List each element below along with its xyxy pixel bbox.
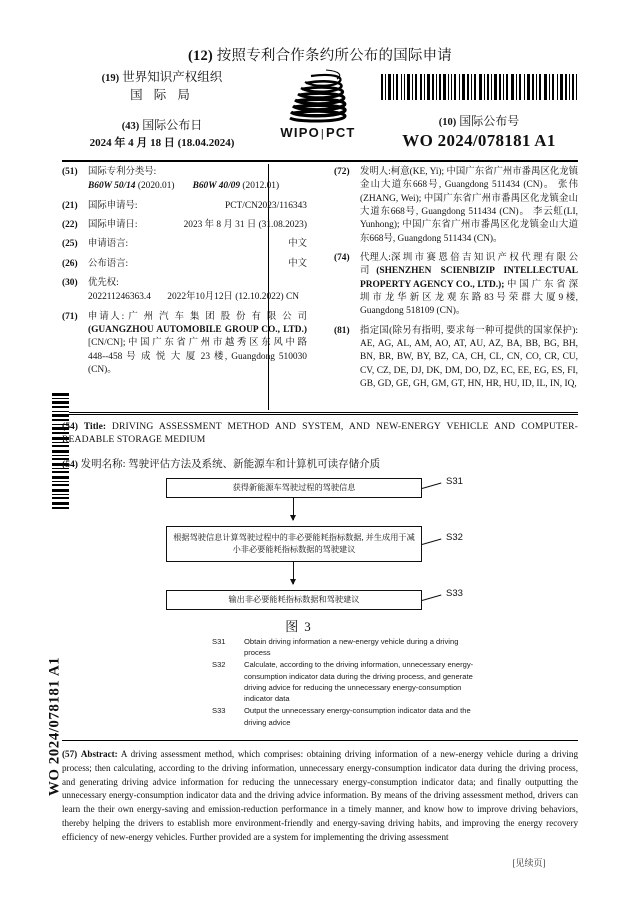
- biblio-left-column: [62, 166, 307, 383]
- figure-caption-prefix: 图: [285, 619, 305, 634]
- biblio-right-column: [334, 166, 578, 398]
- invention-title-block: [62, 420, 578, 471]
- header-organization-block: [62, 68, 262, 152]
- applicant-nationality: [CN/CN];: [88, 338, 126, 349]
- step-legend-s31: [212, 636, 482, 658]
- divider-top: [62, 160, 578, 162]
- wipo-separator: |: [320, 128, 325, 140]
- document-header: [62, 44, 578, 156]
- flowchart-label-s31: S31: [446, 476, 463, 487]
- publication-number-label-row: [380, 112, 578, 129]
- filing-date-value: 2023 年 8 月 31 日 (31.08.2023): [183, 220, 307, 231]
- inid-code-43: (43): [121, 121, 140, 133]
- application-number-label: 国际申请号:: [88, 200, 138, 211]
- filing-date-label: 国际申请日:: [88, 220, 138, 231]
- bibliographic-data: [62, 166, 578, 408]
- inid-code-12: (12): [188, 48, 213, 64]
- inid-code-81: (81): [334, 325, 350, 336]
- step-legend-s31-id: S31: [212, 637, 226, 646]
- applicant-label: 申请人:: [88, 311, 125, 322]
- title-text-zh: 驾驶评估方法及系统、新能源车和计算机可读存储介质: [128, 458, 381, 470]
- field-21-application-number: [62, 200, 307, 213]
- flowchart-box-s33-text: 输出非必要能耗指标数据和驾驶建议: [228, 594, 360, 604]
- side-publication-number: WO 2024/078181 A1: [46, 656, 63, 797]
- organization-bureau: 国 际 局: [130, 88, 194, 103]
- designated-states-label: 指定国(除另有指明, 要求每一种可提供的国家保护):: [360, 325, 578, 336]
- divider-biblio-bottom-2: [62, 414, 578, 415]
- flowchart-box-s31: [166, 478, 422, 498]
- agent-address: 中 国 广 东 省 深 圳 市 龙 华 新 区 龙 观 东 路 83 号 荣 群 大 厦 9 楼, Guangdong 518109 (CN)。: [360, 279, 578, 317]
- priority-label: 优先权:: [88, 278, 119, 289]
- field-51-ipc: [62, 166, 307, 194]
- step-legend-s32-id: S32: [212, 660, 226, 670]
- header-kind-of-document: [62, 44, 578, 65]
- continued-notice: [见续页]: [512, 858, 546, 868]
- figure-step-legend: [212, 636, 482, 729]
- inid-code-71: (71): [62, 311, 78, 322]
- wipo-text: WIPO: [280, 125, 320, 140]
- publication-number-value: WO 2024/078181 A1: [402, 131, 556, 150]
- applicant-name-zh: 广 州 汽 车 集 团 股 份 有 限 公 司: [128, 311, 308, 322]
- abstract-label: Abstract:: [80, 749, 118, 759]
- field-74-agent: [334, 252, 578, 319]
- field-26-publication-language: [62, 258, 307, 271]
- step-legend-s33-text: Output the unnecessary energy-consumption indicator data and the driving advice: [244, 706, 471, 727]
- priority-number: 202211246363.4: [88, 292, 151, 303]
- agent-name-zh: 深 圳 市 赛 恩 倍 吉 知 识 产 权 代 理 有 限 公司: [360, 253, 578, 277]
- publication-date-value: 2024 年 4 月 18 日 (18.04.2024): [89, 136, 235, 149]
- inid-code-57: (57): [62, 749, 78, 759]
- inid-code-26: (26): [62, 258, 78, 269]
- inventor-3: 李云虹(LI, Yunhong); 中国广东省广州市番禺区化龙镇金山大道东668号, Guangdong 511434 (CN)。: [360, 207, 578, 244]
- filing-language-value: 中文: [288, 239, 307, 250]
- figure-caption-number: 3: [304, 619, 311, 634]
- wipo-wordmark: [258, 125, 378, 140]
- inventor-1: 柯意(KE, Yi); 中国广东省广州市番禺区化龙镇金山大道东668号, Guangdong 511434 (CN)。: [360, 167, 579, 191]
- field-71-applicant: [62, 311, 307, 378]
- publication-date-label: 国际公布日: [142, 118, 203, 133]
- flowchart-leader-3: [422, 595, 442, 601]
- abstract-text: A driving assessment method, which comprises: obtaining driving information of a new-energy vehicle during a driving process; then calculating, according to the driving information, unnecessary energy-consumption indicator data during the driving process, and generating driving advice information for reducing the unnecessary energy-consumption indicator data; and finally outputting the unnecessary energy-consumption indicator data and the driving advice information. By means of the driving assessment method, drivers can learn the their own energy-saving and emission-reduction performance in a timely manner, and know how to improve driving behaviors, thereby helping the drivers to establish more environment-friendly and energy-saving driving habits, and improving the energy recovery efficiency of new-energy vehicles. Further provided are a system for implementing the driving assessment: [62, 749, 578, 842]
- inventor-2: 张伟(ZHANG, Wei); 中国广东省广州市番禺区化龙镇金山大道东668号, Guangdong 511434 (CN)。: [360, 180, 578, 218]
- step-legend-s33-id: S33: [212, 706, 226, 716]
- filing-language-label: 申请语言:: [88, 239, 129, 250]
- flowchart-box-s32: [166, 526, 422, 562]
- inid-code-19: (19): [101, 73, 120, 84]
- step-legend-s32: [212, 659, 482, 704]
- flowchart-arrow-1: [293, 498, 294, 520]
- inid-code-54-en: (54): [62, 421, 78, 432]
- flowchart-box-s31-text: 获得新能源车驾驶过程的驾驶信息: [232, 482, 356, 492]
- ipc-symbol-1: B60W 50/14 (2020.01): [88, 181, 175, 192]
- field-25-filing-language: [62, 238, 307, 251]
- title-text-en: DRIVING ASSESSMENT METHOD AND SYSTEM, AND NEW-ENERGY VEHICLE AND COMPUTER-READABLE STORAGE MEDIUM: [62, 421, 578, 446]
- step-legend-s32-text: Calculate, according to the driving information, unnecessary energy-consumption indicator data during the driving process, and generate driving advice for reducing the unnecessary energy-consumption indicator data: [244, 660, 474, 704]
- flowchart-leader-1: [422, 483, 442, 489]
- publication-language-label: 公布语言:: [88, 258, 129, 269]
- header-organization: [62, 68, 262, 104]
- flowchart-arrow-2: [293, 562, 294, 584]
- organization-name: 世界知识产权组织: [122, 70, 223, 84]
- applicant-name-en: (GUANGZHOU AUTOMOBILE GROUP CO., LTD.): [88, 325, 307, 336]
- divider-biblio-bottom: [62, 412, 578, 413]
- wipo-globe-icon: [281, 68, 355, 124]
- field-81-designated-states: [334, 325, 578, 392]
- title-label-en: Title:: [83, 421, 107, 432]
- agent-name-en: (SHENZHEN SCIENBIZIP INTELLECTUAL PROPERTY AGENCY CO., LTD.);: [360, 266, 578, 290]
- step-legend-s33: [212, 705, 482, 727]
- inid-code-74: (74): [334, 253, 350, 264]
- ipc-label: 国际专利分类号:: [88, 167, 157, 177]
- pct-text: PCT: [325, 125, 356, 140]
- flowchart-label-s32: S32: [446, 532, 463, 543]
- field-22-filing-date: [62, 219, 307, 232]
- step-legend-s31-text: Obtain driving information a new-energy vehicle during a driving process: [244, 637, 459, 658]
- title-english: [62, 420, 578, 447]
- divider-abstract-top: [62, 740, 578, 741]
- flowchart-box-s33: [166, 590, 422, 610]
- inid-code-21: (21): [62, 200, 78, 211]
- inventors-label: 发明人:: [360, 167, 391, 177]
- flowchart-box-s32-text: 根据驾驶信息计算驾驶过程中的非必要能耗指标数据, 并生成用于减小非必要能耗指标数据的驾驶建议: [173, 532, 415, 554]
- inid-code-54-zh: (54): [62, 458, 78, 470]
- inid-code-25: (25): [62, 239, 78, 250]
- field-30-priority: [62, 277, 307, 305]
- title-label-zh: 发明名称:: [80, 458, 126, 470]
- inid-code-30: (30): [62, 278, 78, 289]
- wipo-logo: [258, 68, 378, 140]
- publication-language-value: 中文: [288, 258, 307, 269]
- abstract-section: [62, 748, 578, 845]
- ipc-symbol-2: B60W 40/09 (2012.01): [192, 181, 280, 192]
- application-number-value: PCT/CN2023/116343: [225, 200, 307, 211]
- priority-date: 2022年10月12日 (12.10.2022) CN: [167, 292, 300, 303]
- flowchart-label-s33: S33: [446, 588, 463, 599]
- flowchart-figure: [160, 476, 490, 634]
- publication-number-label: 国际公布号: [459, 114, 520, 128]
- agent-label: 代理人:: [360, 253, 391, 264]
- ipc-symbols: [88, 180, 307, 193]
- inid-code-22: (22): [62, 220, 78, 231]
- header-publication-block: [380, 74, 578, 151]
- field-72-inventors: [334, 166, 578, 246]
- figure-caption: [160, 616, 436, 635]
- inid-code-72: (72): [334, 167, 350, 177]
- barcode: [380, 74, 578, 100]
- title-chinese: [62, 456, 578, 471]
- designated-states-list: AE, AG, AL, AM, AO, AT, AU, AZ, BA, BB, BG, BH, BN, BR, BW, BY, BZ, CA, CH, CL, CN, CO, CR, CU, CV, CZ, DE, DJ, DK, DM, DO, DZ, EC, EE, EG, ES, FI, GB, GD, GE, GH, GM, GT, HN, HR, HU, ID, IL, IN, IQ,: [360, 339, 578, 390]
- inid-code-51: (51): [62, 167, 78, 177]
- inid-code-10: (10): [438, 117, 457, 128]
- header-title-12: 按照专利合作条约所公布的国际申请: [216, 48, 452, 64]
- applicant-address: 中 国 广 东 省 广 州 市 越 秀 区 东 风 中 路 448--458 号 成 悦 大 厦 23 楼, Guangdong 510030 (CN)。: [88, 338, 307, 376]
- flowchart-leader-2: [422, 539, 442, 545]
- publication-date-block: [62, 117, 262, 151]
- priority-values: [88, 291, 307, 304]
